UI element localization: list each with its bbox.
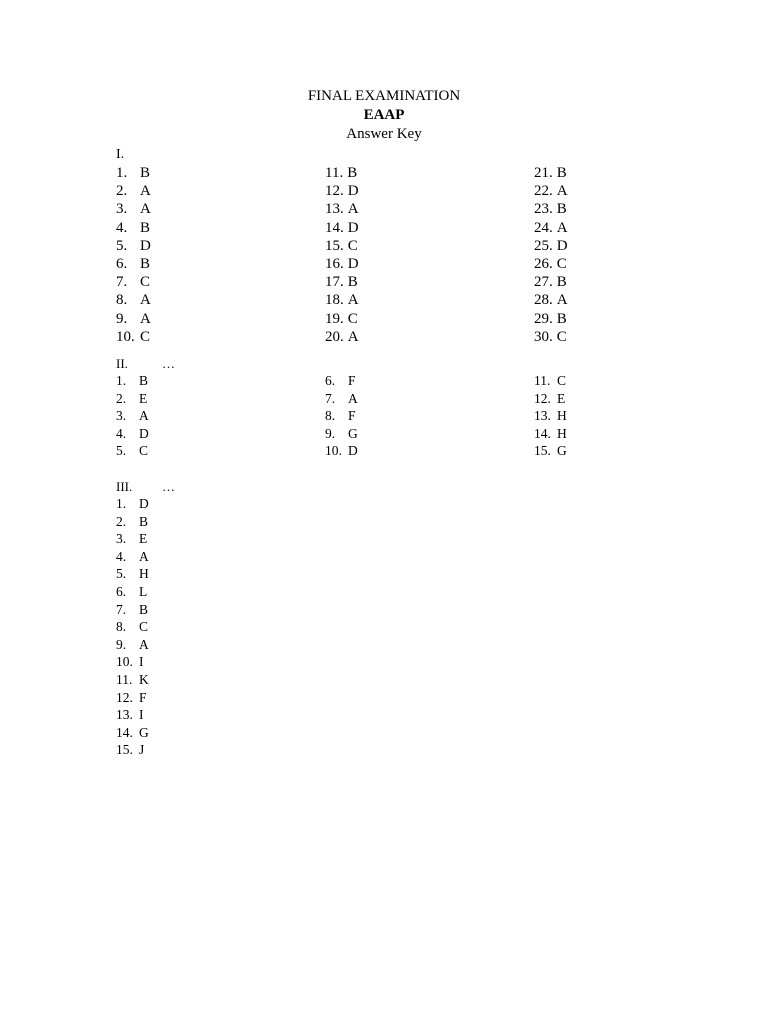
question-number: 18. [325,292,344,309]
question-number: 28. [534,292,553,309]
answer-letter: C [140,274,151,291]
answer-item [116,724,149,742]
answer-letter: H [557,425,567,441]
answer-item [116,548,149,566]
section-1-label: I. [116,147,125,162]
answer-letter: E [139,390,148,406]
question-number: 7. [116,601,127,617]
answer-letter: B [556,310,567,327]
answer-item [116,442,148,460]
answer-letter: G [139,724,149,740]
question-number: 25. [534,237,553,254]
answer-letter: A [139,636,149,652]
answer-letter: C [139,443,149,458]
answer-item [116,530,147,548]
question-number: 14. [116,724,133,740]
answer-item [116,741,144,759]
answer-item [116,255,150,273]
question-number: 1. [116,165,128,181]
answer-item [534,425,567,443]
answer-item [534,164,567,182]
question-number: 2. [116,390,127,406]
answer-letter: I [139,654,144,670]
answer-item [116,653,144,671]
question-number: 4. [116,425,127,441]
answer-item [116,689,147,707]
answer-letter: D [348,443,358,458]
answer-item [325,219,359,237]
answer-item [325,372,356,390]
answer-letter: K [139,672,149,687]
question-number: 2. [116,183,128,200]
answer-item [534,390,565,408]
question-number: 23. [534,201,553,218]
answer-letter: D [347,256,359,272]
question-number: 9. [325,425,336,441]
question-number: 13. [116,707,133,723]
section-2-ellipsis: … [162,356,176,371]
question-number: 2. [116,513,127,529]
document-subtitle: Answer Key [346,126,422,142]
question-number: 16. [325,256,344,272]
answer-letter: A [140,292,151,309]
question-number: 11. [534,373,551,388]
question-number: 5. [116,443,127,458]
answer-letter: A [347,328,359,345]
answer-letter: A [140,201,151,218]
answer-item [534,310,567,328]
section-3-ellipsis: … [162,479,176,494]
answer-item [534,407,567,425]
answer-letter: D [347,183,359,200]
answer-item [116,291,151,309]
answer-letter: C [556,328,567,345]
question-number: 29. [534,310,553,327]
answer-letter: B [347,165,358,181]
question-number: 30. [534,328,553,345]
answer-letter: C [557,373,567,388]
answer-letter: C [347,310,358,327]
answer-item [534,442,567,460]
question-number: 10. [325,443,342,458]
answer-item [116,425,149,443]
answer-letter: A [556,292,568,309]
question-number: 19. [325,310,344,327]
answer-item [116,636,149,654]
question-number: 12. [534,390,551,406]
answer-item [534,237,568,255]
document-title: FINAL EXAMINATION [307,88,461,104]
answer-item [534,255,567,273]
section-2-label: II. [116,356,128,371]
answer-item [116,706,144,724]
answer-letter: B [140,165,151,181]
answer-letter: B [140,256,151,272]
answer-item [116,164,150,182]
question-number: 3. [116,531,127,547]
question-number: 12. [325,183,344,200]
question-number: 3. [116,201,128,218]
answer-letter: D [139,496,149,511]
answer-item [325,291,359,309]
question-number: 6. [116,256,128,272]
answer-item [116,601,148,619]
answer-item [325,390,358,408]
answer-letter: A [139,548,149,564]
answer-letter: A [347,201,359,218]
answer-item [116,372,148,390]
answer-letter: H [557,408,567,423]
answer-letter: B [140,219,151,236]
question-number: 7. [116,274,128,291]
question-number: 4. [116,548,127,564]
answer-letter: C [556,256,567,272]
answer-letter: G [348,425,358,441]
answer-item [116,310,151,328]
answer-letter: A [140,183,151,200]
question-number: 12. [116,689,133,705]
question-number: 13. [325,201,344,218]
question-number: 15. [116,742,133,758]
answer-letter: G [557,443,567,458]
question-number: 9. [116,310,128,327]
answer-item [325,273,358,291]
answer-item [116,565,149,583]
question-number: 20. [325,328,344,345]
question-number: 21. [534,165,553,181]
answer-item [534,328,567,346]
answer-item [325,182,359,200]
answer-letter: A [347,292,359,309]
answer-item [325,328,359,346]
answer-letter: D [139,425,149,441]
answer-item [116,618,148,636]
answer-item [116,219,150,237]
answer-item [325,425,358,443]
section-3-label: III. [116,479,133,494]
answer-letter: A [556,219,568,236]
answer-item [325,442,358,460]
answer-letter: B [139,601,149,617]
answer-letter: A [140,310,151,327]
answer-letter: E [139,531,148,547]
answer-letter: B [556,274,567,291]
question-number: 10. [116,654,133,670]
answer-item [116,583,147,601]
answer-item [534,273,567,291]
answer-letter: F [139,689,147,705]
document-subject: EAAP [363,107,405,123]
answer-letter: F [348,373,356,388]
question-number: 14. [534,425,551,441]
question-number: 13. [534,408,551,423]
answer-item [325,407,356,425]
question-number: 27. [534,274,553,291]
answer-item [325,310,358,328]
answer-letter: C [140,328,151,345]
question-number: 11. [116,672,133,687]
question-number: 22. [534,183,553,200]
answer-item [116,407,149,425]
answer-item [325,237,358,255]
answer-letter: B [347,274,358,291]
answer-item [116,390,147,408]
answer-item [116,513,148,531]
answer-letter: F [348,408,356,423]
answer-letter: B [556,165,567,181]
answer-item [534,200,567,218]
answer-letter: C [139,619,149,635]
question-number: 9. [116,636,127,652]
answer-item [325,200,359,218]
question-number: 3. [116,408,127,423]
answer-item [116,182,151,200]
answer-letter: L [139,584,148,599]
question-number: 5. [116,566,127,582]
answer-letter: A [348,390,358,406]
question-number: 8. [116,292,128,309]
answer-item [116,495,149,513]
answer-letter: D [347,219,359,236]
answer-letter: J [139,742,145,758]
answer-letter: E [557,390,566,406]
answer-item [534,182,568,200]
question-number: 1. [116,373,127,388]
question-number: 15. [534,443,551,458]
answer-letter: I [139,707,144,723]
answer-item [534,291,568,309]
answer-letter: A [556,183,568,200]
answer-item [116,237,151,255]
answer-letter: D [140,237,151,254]
question-number: 11. [325,165,344,181]
answer-item [116,273,150,291]
question-number: 6. [325,373,336,388]
answer-item [116,200,151,218]
answer-item [534,219,568,237]
answer-item [116,671,149,689]
question-number: 24. [534,219,553,236]
question-number: 14. [325,219,344,236]
question-number: 8. [325,408,336,423]
answer-letter: C [347,237,358,254]
question-number: 8. [116,619,127,635]
question-number: 4. [116,219,128,236]
question-number: 26. [534,256,553,272]
question-number: 17. [325,274,344,291]
answer-item [325,255,359,273]
answer-letter: B [139,373,149,388]
question-number: 5. [116,237,128,254]
question-number: 10. [116,328,135,345]
question-number: 6. [116,584,127,599]
answer-letter: B [556,201,567,218]
answer-letter: A [139,408,149,423]
question-number: 7. [325,390,336,406]
answer-letter: D [556,237,568,254]
answer-item [534,372,566,390]
answer-letter: H [139,566,149,582]
question-number: 1. [116,496,127,511]
question-number: 15. [325,237,344,254]
answer-item [325,164,357,182]
answer-item [116,328,150,346]
answer-letter: B [139,513,149,529]
